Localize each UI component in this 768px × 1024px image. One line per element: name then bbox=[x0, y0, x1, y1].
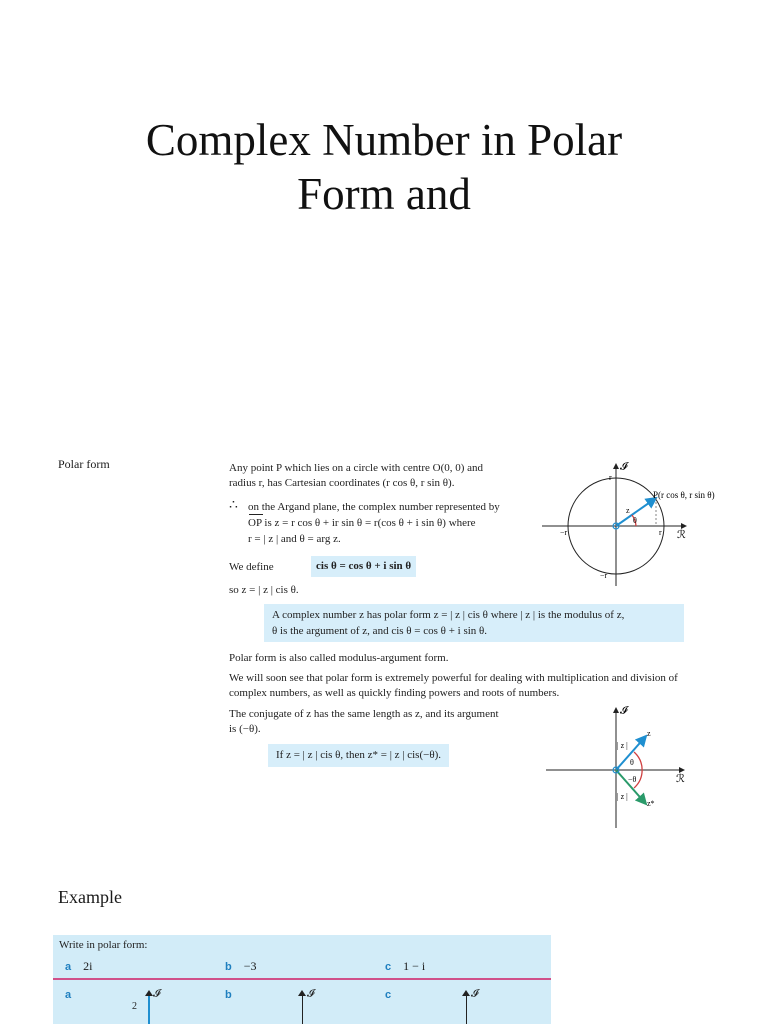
r-right-label: r bbox=[659, 528, 662, 537]
so-line: so z = | z | cis θ. bbox=[229, 584, 299, 596]
answer-c-axis-arrow bbox=[462, 990, 470, 996]
intro-line-1: Any point P which lies on a circle with centre O(0, 0) and bbox=[229, 462, 484, 474]
slide-title bbox=[0, 113, 768, 221]
r-bottom-label: −r bbox=[600, 571, 608, 580]
modulus-bottom-label: | z | bbox=[617, 792, 628, 801]
answer-a-vector bbox=[148, 993, 150, 1024]
slide-title-line-1: Complex Number in Polar bbox=[145, 115, 623, 165]
vector-overline bbox=[249, 514, 263, 515]
example-prompt: Write in polar form: bbox=[59, 939, 148, 951]
answer-a-letter: a bbox=[65, 989, 72, 1001]
r-top-label: r bbox=[609, 473, 612, 482]
modulus-top-label: | z | bbox=[617, 741, 628, 750]
z-label: z bbox=[647, 729, 651, 738]
item-letter: a bbox=[65, 961, 72, 973]
neg-theta-label: −θ bbox=[628, 775, 637, 784]
define-label: We define bbox=[229, 561, 274, 573]
imag-axis-label: 𝓘 bbox=[620, 705, 628, 717]
point-p-label: P(r cos θ, r sin θ) bbox=[653, 490, 715, 500]
example-box bbox=[53, 935, 551, 1024]
polar-form-label: Polar form bbox=[58, 457, 110, 471]
argand-line-1: on the Argand plane, the complex number represented by bbox=[248, 501, 500, 513]
conjugate-diagram bbox=[544, 702, 694, 830]
answer-b-axis-label: 𝓘 bbox=[307, 988, 315, 1000]
therefore-symbol: ∴ bbox=[229, 498, 238, 513]
example-item-c bbox=[385, 957, 425, 975]
item-letter: c bbox=[385, 961, 392, 973]
answer-b-axis-arrow bbox=[298, 990, 306, 996]
example-item-b bbox=[225, 957, 257, 975]
theta-label: θ bbox=[633, 516, 637, 525]
argand-circle-diagram bbox=[540, 458, 750, 588]
conjugate-line-1: The conjugate of z has the same length as z, and its argument bbox=[229, 708, 499, 720]
answer-divider bbox=[53, 978, 551, 980]
answer-a-axis-arrow bbox=[145, 990, 153, 996]
example-label: Example bbox=[58, 887, 122, 907]
real-axis-label: ℛ bbox=[676, 773, 685, 785]
theta-label: θ bbox=[630, 758, 634, 767]
argand-line-2: OP is z = r cos θ + ir sin θ = r(cos θ + i sin θ) where bbox=[248, 517, 476, 529]
item-letter: b bbox=[225, 961, 232, 973]
z-label: z bbox=[626, 506, 630, 515]
answer-a-axis-label: 𝓘 bbox=[153, 988, 161, 1000]
answer-a-tick: 2 bbox=[132, 1001, 137, 1012]
answer-c-letter: c bbox=[385, 989, 392, 1001]
z-star-label: z* bbox=[647, 799, 655, 808]
example-item-a bbox=[65, 957, 92, 975]
intro-line-2: radius r, has Cartesian coordinates (r cos θ, r sin θ). bbox=[229, 477, 455, 489]
argand-line-3: r = | z | and θ = arg z. bbox=[248, 533, 341, 545]
imag-axis-label: 𝓘 bbox=[620, 461, 628, 473]
powerful-line-2: complex numbers, as well as quickly finding powers and roots of numbers. bbox=[229, 687, 560, 699]
item-expression: −3 bbox=[243, 959, 257, 973]
powerful-line-1: We will soon see that polar form is extremely powerful for dealing with multiplication and division of bbox=[229, 672, 678, 684]
answer-b-axis bbox=[302, 993, 303, 1024]
definition-line-2: θ is the argument of z, and cis θ = cos θ + i sin θ. bbox=[272, 625, 488, 637]
answer-c-axis-label: 𝓘 bbox=[471, 988, 479, 1000]
answer-b-letter: b bbox=[225, 989, 232, 1001]
definition-line-1: A complex number z has polar form z = | z | cis θ where | z | is the modulus of z, bbox=[272, 609, 625, 621]
modulus-argument-note: Polar form is also called modulus-argument form. bbox=[229, 652, 449, 664]
item-expression: 2i bbox=[83, 959, 93, 973]
answer-c-axis bbox=[466, 993, 467, 1024]
slide-title-line-2: Form and bbox=[297, 169, 471, 219]
r-left-label: −r bbox=[560, 528, 568, 537]
conjugate-line-2: is (−θ). bbox=[229, 723, 261, 735]
polar-form-definition-box bbox=[264, 604, 684, 642]
real-axis-label: ℛ bbox=[677, 529, 686, 541]
cis-definition-box: cis θ = cos θ + i sin θ bbox=[311, 556, 416, 577]
item-expression: 1 − i bbox=[403, 959, 426, 973]
conjugate-box: If z = | z | cis θ, then z* = | z | cis(−θ). bbox=[268, 744, 449, 767]
